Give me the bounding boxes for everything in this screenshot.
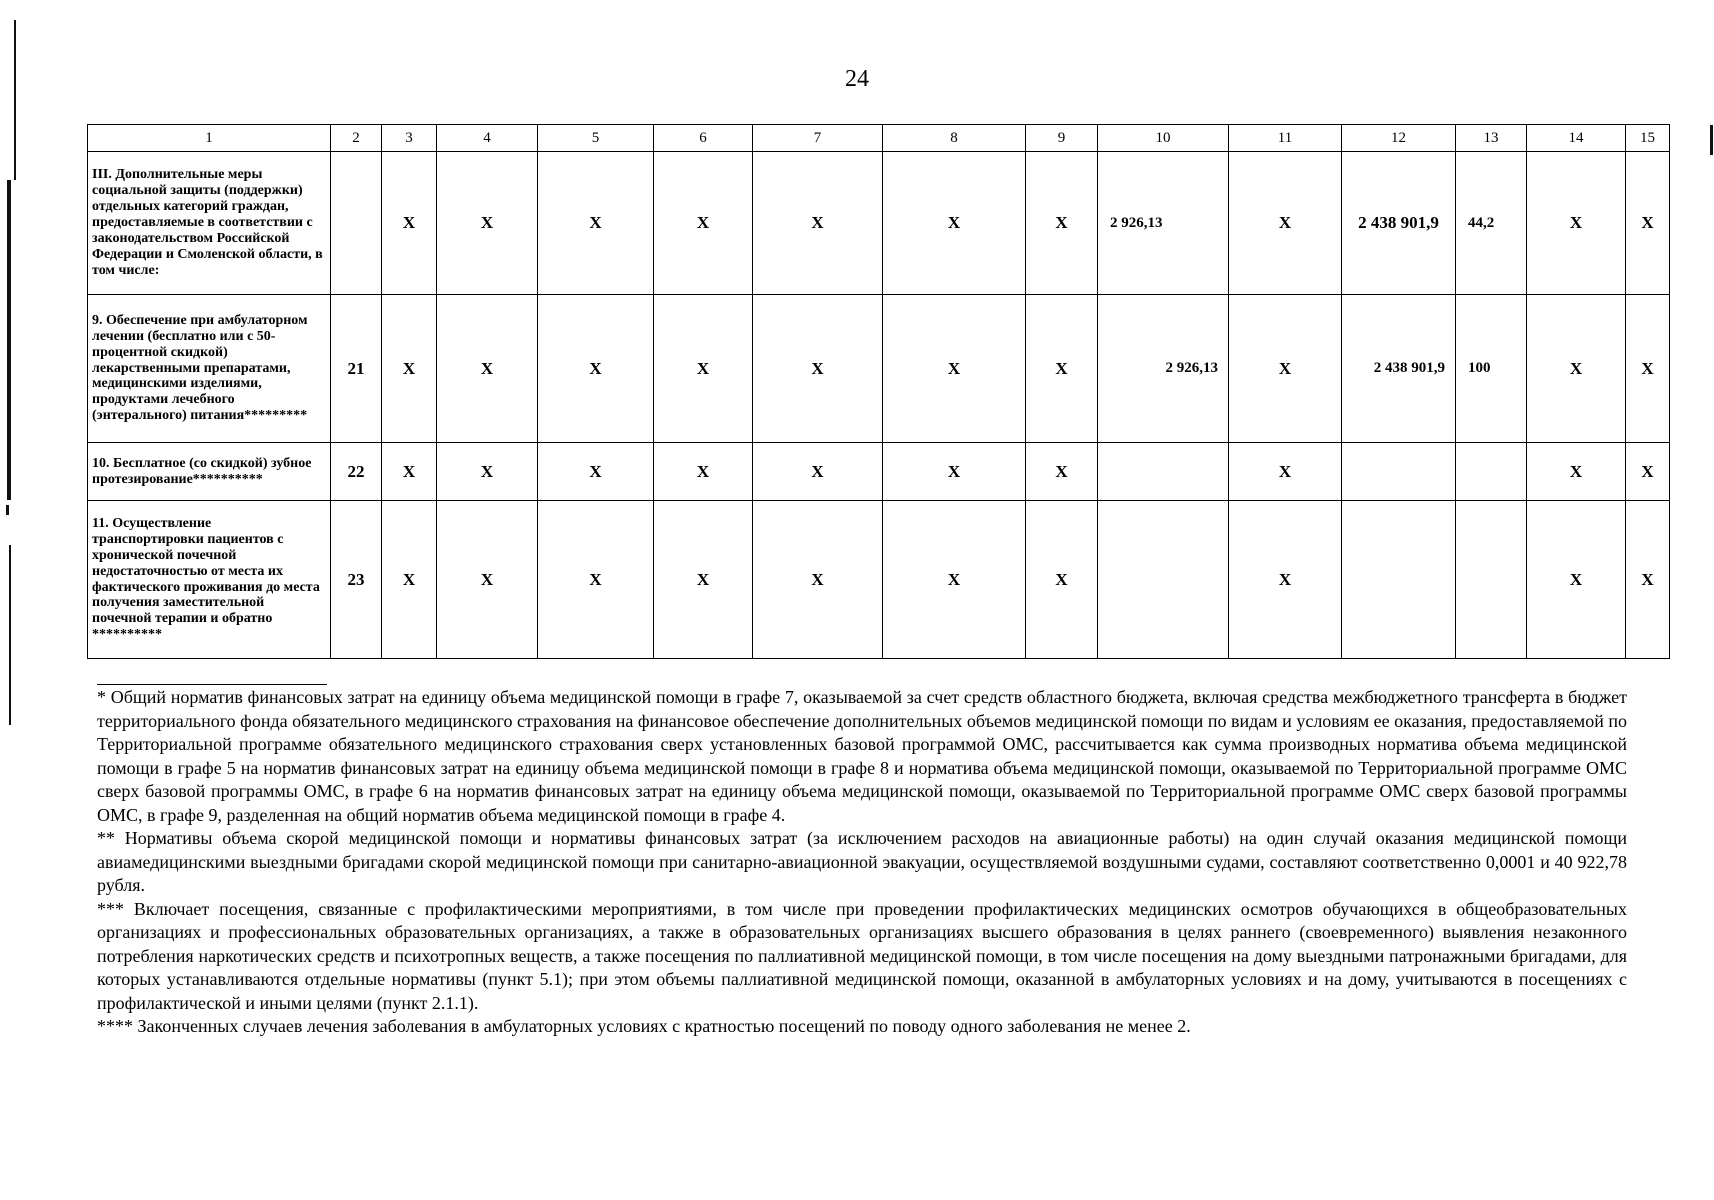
table-cell: X	[654, 152, 753, 295]
table-cell: X	[654, 443, 753, 501]
row-label: 10. Бесплатное (со скидкой) зубное протезирование**********	[88, 443, 331, 501]
table-cell: X	[654, 501, 753, 659]
table-cell	[1342, 501, 1456, 659]
table-row	[88, 152, 1670, 295]
column-header: 5	[538, 125, 654, 152]
scan-edge-mark	[14, 20, 16, 180]
table-cell: X	[1626, 501, 1670, 659]
table-cell: X	[654, 295, 753, 443]
table-header-row	[88, 125, 1670, 152]
table-cell: X	[883, 152, 1026, 295]
table-cell: X	[1026, 295, 1098, 443]
footnote: **** Законченных случаев лечения заболевания в амбулаторных условиях с кратностью посещений по поводу одного заболевания не менее 2.	[97, 1016, 1191, 1036]
table-cell: X	[538, 295, 654, 443]
table-cell: 22	[331, 443, 382, 501]
table-cell: X	[538, 501, 654, 659]
table-cell: X	[753, 443, 883, 501]
table-cell: 100	[1456, 295, 1527, 443]
column-header: 4	[437, 125, 538, 152]
scan-edge-mark	[9, 545, 11, 725]
table-cell: X	[538, 443, 654, 501]
row-label: 11. Осуществление транспортировки пациентов с хронической почечной недостаточностью от места их фактического проживания до места получения заместительной почечной терапии и обратно **********	[88, 501, 331, 659]
data-table	[87, 124, 1670, 659]
column-header: 3	[382, 125, 437, 152]
table-cell: 2 438 901,9	[1342, 295, 1456, 443]
table-row	[88, 501, 1670, 659]
table-cell: X	[1229, 501, 1342, 659]
table-cell: X	[437, 295, 538, 443]
table-row	[88, 295, 1670, 443]
row-label: 9. Обеспечение при амбулаторном лечении (бесплатно или с 50-процентной скидкой) лекарственными препаратами, медицинскими изделиями, продуктами лечебного (энтерального) питания*********	[88, 295, 331, 443]
table-cell: X	[1026, 152, 1098, 295]
table-cell: X	[437, 152, 538, 295]
table-cell: X	[883, 443, 1026, 501]
table-cell: 2 926,13	[1098, 152, 1229, 295]
column-header: 6	[654, 125, 753, 152]
table-cell	[1456, 443, 1527, 501]
table-cell: 2 926,13	[1098, 295, 1229, 443]
table-cell	[1098, 443, 1229, 501]
footnote: ** Нормативы объема скорой медицинской помощи и нормативы финансовых затрат (за исключением расходов на авиационные работы) на один случай оказания медицинской помощи авиамедицинскими выездными бригадами скорой медицинской помощи при санитарно-авиационной эвакуации, осуществляемой воздушными судами, составляют соответственно 0,0001 и 40 922,78 рубля.	[97, 828, 1627, 895]
table-cell: X	[1026, 501, 1098, 659]
table-cell: X	[437, 443, 538, 501]
table-cell	[331, 152, 382, 295]
column-header: 13	[1456, 125, 1527, 152]
column-header: 7	[753, 125, 883, 152]
table-cell: 21	[331, 295, 382, 443]
column-header: 12	[1342, 125, 1456, 152]
table-cell: X	[883, 295, 1026, 443]
table-cell: X	[382, 501, 437, 659]
table-cell: X	[1229, 295, 1342, 443]
table-cell	[1456, 501, 1527, 659]
table-cell	[1098, 501, 1229, 659]
column-header: 11	[1229, 125, 1342, 152]
table-cell: X	[1626, 295, 1670, 443]
footnote: * Общий норматив финансовых затрат на единицу объема медицинской помощи в графе 7, оказываемой за счет средств областного бюджета, включая средства межбюджетного трансферта в бюджет территориального фонда обязательного медицинского страхования на финансовое обеспечение дополнительных объемов медицинской помощи по видам и условиям ее оказания, предоставляемой по Территориальной программе обязательного медицинского страхования сверх установленных базовой программой ОМС, рассчитывается как сумма производных норматива объема медицинской помощи в графе 5 на норматив финансовых затрат на единицу объема медицинской помощи в графе 8 и норматива объема медицинской помощи, оказываемой по Территориальной программе ОМС сверх базовой программы ОМС, в графе 6 на норматив финансовых затрат на единицу объема медицинской помощи, оказываемой по Территориальной программе ОМС сверх базовой программы ОМС, в графе 9, разделенная на общий норматив объема медицинской помощи в графе 4.	[97, 687, 1627, 825]
table-cell: X	[382, 295, 437, 443]
table-cell: X	[753, 152, 883, 295]
table-cell: X	[883, 501, 1026, 659]
column-header: 14	[1527, 125, 1626, 152]
scan-edge-mark	[7, 180, 11, 500]
table-cell: X	[753, 501, 883, 659]
table-cell	[1342, 443, 1456, 501]
row-label: III. Дополнительные меры социальной защиты (поддержки) отдельных категорий граждан, предоставляемые в соответствии с законодательством Российской Федерации и Смоленской области, в том числе:	[88, 152, 331, 295]
column-header: 9	[1026, 125, 1098, 152]
table-row	[88, 443, 1670, 501]
table-cell: X	[1026, 443, 1098, 501]
table-cell: X	[1229, 443, 1342, 501]
table-cell: X	[1527, 152, 1626, 295]
footnote: *** Включает посещения, связанные с профилактическими мероприятиями, в том числе при проведении профилактических медицинских осмотров обучающихся в общеобразовательных организациях и профессиональных образовательных организациях, а также в образовательных организациях высшего образования в целях раннего (своевременного) выявления незаконного потребления наркотических средств и психотропных веществ, а также посещения по паллиативной медицинской помощи, в том числе посещения на дому выездными патронажными бригадами, для которых устанавливаются отдельные нормативы (пункт 5.1); при этом объемы паллиативной медицинской помощи, оказанной в амбулаторных условиях и на дому, учитываются в посещениях с профилактической и иными целями (пункт 2.1.1).	[97, 898, 1627, 1013]
table-cell: X	[538, 152, 654, 295]
footnotes	[97, 686, 1627, 1039]
scan-edge-mark	[6, 505, 9, 515]
table-cell: X	[1527, 443, 1626, 501]
column-header: 2	[331, 125, 382, 152]
column-header: 8	[883, 125, 1026, 152]
table-cell: 44,2	[1456, 152, 1527, 295]
table-cell: X	[1626, 152, 1670, 295]
page-number: 24	[845, 66, 869, 92]
table-cell: X	[382, 152, 437, 295]
table-cell: 23	[331, 501, 382, 659]
table-cell: X	[1527, 295, 1626, 443]
table-cell: X	[753, 295, 883, 443]
table-cell: X	[1229, 152, 1342, 295]
footnote-divider	[97, 684, 327, 685]
table-cell: X	[1626, 443, 1670, 501]
table-cell: X	[1527, 501, 1626, 659]
column-header: 15	[1626, 125, 1670, 152]
column-header: 1	[88, 125, 331, 152]
table-cell: 2 438 901,9	[1342, 152, 1456, 295]
table-cell: X	[382, 443, 437, 501]
column-header: 10	[1098, 125, 1229, 152]
table-cell: X	[437, 501, 538, 659]
scan-edge-mark	[1710, 125, 1713, 155]
